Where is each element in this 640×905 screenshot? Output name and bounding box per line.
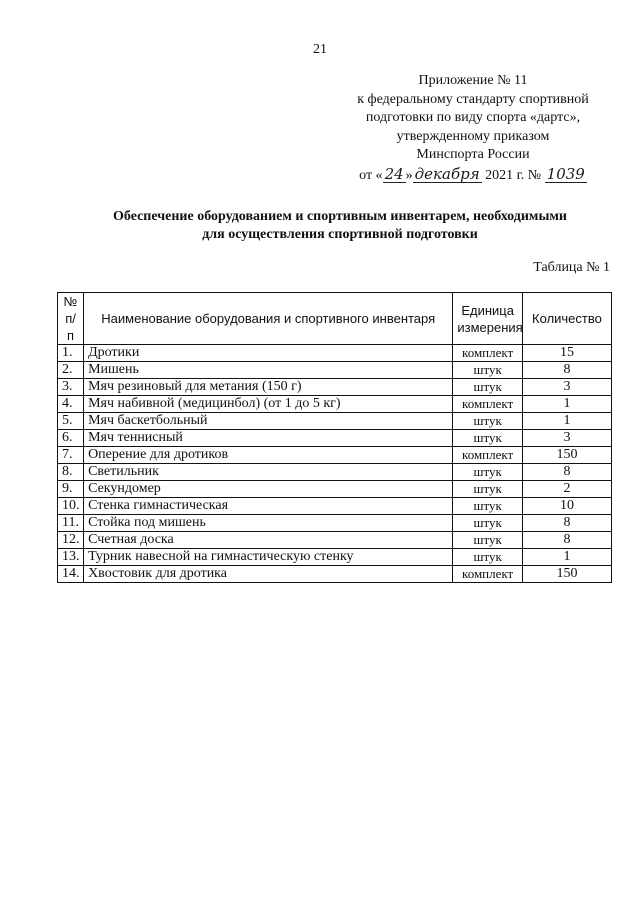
cell-unit: штук <box>453 464 523 481</box>
order-number-handwritten: 1039 <box>546 164 585 183</box>
document-title <box>80 208 600 244</box>
cell-qty: 150 <box>522 566 611 583</box>
header-qty: Количество <box>522 293 611 345</box>
cell-unit: штук <box>453 379 523 396</box>
page-number: 21 <box>313 42 327 57</box>
cell-name: Хвостовик для дротика <box>84 566 453 583</box>
cell-name: Мяч баскетбольный <box>84 413 453 430</box>
cell-qty: 3 <box>522 379 611 396</box>
table-caption: Таблица № 1 <box>533 260 610 275</box>
table-row <box>58 379 612 396</box>
cell-qty: 10 <box>522 498 611 515</box>
cell-unit: штук <box>453 515 523 532</box>
cell-name: Секундомер <box>84 481 453 498</box>
cell-num: 14. <box>58 566 84 583</box>
cell-qty: 3 <box>522 430 611 447</box>
cell-qty: 15 <box>522 345 611 362</box>
cell-qty: 150 <box>522 447 611 464</box>
cell-num: 7. <box>58 447 84 464</box>
cell-num: 10. <box>58 498 84 515</box>
table-row <box>58 532 612 549</box>
table-row <box>58 447 612 464</box>
cell-unit: комплект <box>453 566 523 583</box>
cell-num: 5. <box>58 413 84 430</box>
cell-num: 2. <box>58 362 84 379</box>
table-row <box>58 396 612 413</box>
order-line <box>330 166 616 186</box>
cell-name: Мяч набивной (медицинбол) (от 1 до 5 кг) <box>84 396 453 413</box>
cell-num: 6. <box>58 430 84 447</box>
annex-line: утвержденному приказом <box>396 128 550 144</box>
table-body <box>58 345 612 583</box>
cell-unit: штук <box>453 498 523 515</box>
order-year: 2021 г. № <box>485 167 542 183</box>
header-num: № п/п <box>58 293 84 345</box>
cell-num: 8. <box>58 464 84 481</box>
annex-line: к федеральному стандарту спортивной <box>357 91 589 107</box>
cell-unit: комплект <box>453 396 523 413</box>
cell-qty: 8 <box>522 532 611 549</box>
cell-unit: комплект <box>453 345 523 362</box>
cell-unit: комплект <box>453 447 523 464</box>
cell-unit: штук <box>453 532 523 549</box>
cell-qty: 8 <box>522 515 611 532</box>
cell-name: Мишень <box>84 362 453 379</box>
table-row <box>58 413 612 430</box>
cell-num: 11. <box>58 515 84 532</box>
cell-unit: штук <box>453 549 523 566</box>
table-row <box>58 498 612 515</box>
annex-block <box>330 72 616 185</box>
cell-unit: штук <box>453 413 523 430</box>
cell-qty: 1 <box>522 413 611 430</box>
order-day-handwritten: 24 <box>384 164 404 183</box>
table-header-row <box>58 293 612 345</box>
annex-line: подготовки по виду спорта «дартс», <box>365 110 581 125</box>
cell-num: 4. <box>58 396 84 413</box>
cell-num: 1. <box>58 345 84 362</box>
table-row <box>58 481 612 498</box>
cell-num: 3. <box>58 379 84 396</box>
table-row <box>58 362 612 379</box>
table-row <box>58 345 612 362</box>
cell-qty: 1 <box>522 549 611 566</box>
cell-name: Стойка под мишень <box>84 515 453 532</box>
table-row <box>58 464 612 481</box>
order-month-handwritten: декабря <box>414 164 480 183</box>
table-row <box>58 549 612 566</box>
cell-unit: штук <box>453 481 523 498</box>
header-name: Наименование оборудования и спортивного инвентаря <box>84 293 453 345</box>
cell-unit: штук <box>453 362 523 379</box>
header-unit: Единица измерения <box>453 293 523 345</box>
title-line-2: для осуществления спортивной подготовки <box>202 227 478 242</box>
table-row <box>58 430 612 447</box>
cell-name: Счетная доска <box>84 532 453 549</box>
cell-qty: 2 <box>522 481 611 498</box>
table-row <box>58 566 612 583</box>
cell-name: Стенка гимнастическая <box>84 498 453 515</box>
cell-num: 12. <box>58 532 84 549</box>
annex-line: Приложение № 11 <box>418 73 528 88</box>
annex-line: Минспорта России <box>416 147 530 162</box>
title-line-1: Обеспечение оборудованием и спортивным инвентарем, необходимыми <box>113 209 567 224</box>
order-prefix: от « <box>359 167 383 183</box>
cell-num: 13. <box>58 549 84 566</box>
cell-name: Турник навесной на гимнастическую стенку <box>84 549 453 566</box>
cell-name: Светильник <box>84 464 453 481</box>
cell-name: Дротики <box>84 345 453 362</box>
cell-qty: 8 <box>522 464 611 481</box>
cell-qty: 1 <box>522 396 611 413</box>
table-row <box>58 515 612 532</box>
cell-name: Мяч теннисный <box>84 430 453 447</box>
cell-name: Оперение для дротиков <box>84 447 453 464</box>
cell-num: 9. <box>58 481 84 498</box>
cell-qty: 8 <box>522 362 611 379</box>
cell-unit: штук <box>453 430 523 447</box>
cell-name: Мяч резиновый для метания (150 г) <box>84 379 453 396</box>
order-mid: » <box>405 167 413 183</box>
equipment-table <box>57 292 612 583</box>
